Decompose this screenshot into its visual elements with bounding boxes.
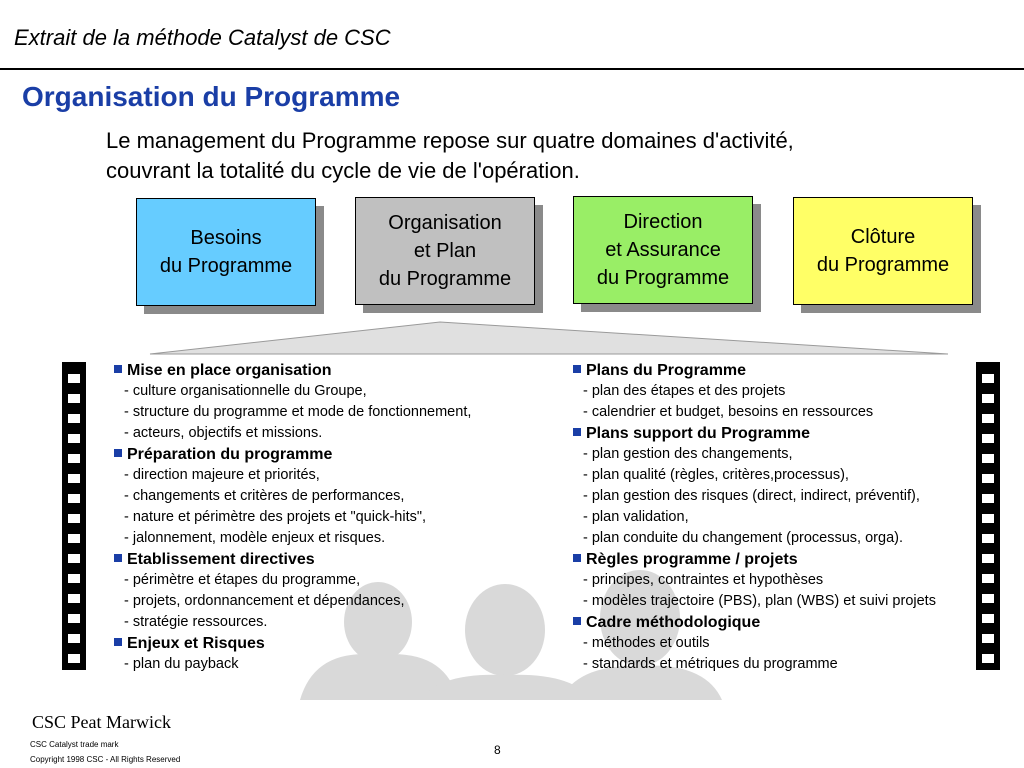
box-line: Besoins: [190, 227, 262, 249]
list-item: - acteurs, objectifs et missions.: [124, 425, 323, 441]
film-hole: [982, 394, 994, 403]
film-hole: [982, 534, 994, 543]
page-title: Organisation du Programme: [22, 81, 401, 112]
film-hole: [982, 374, 994, 383]
film-hole: [68, 434, 80, 443]
list-item: - projets, ordonnancement et dépendances,: [124, 593, 405, 609]
list-item: - plan des étapes et des projets: [583, 383, 786, 399]
page-number: 8: [494, 743, 501, 757]
box-line: du Programme: [159, 255, 293, 277]
bullet-square-icon: [573, 428, 581, 436]
footer-brand: CSC Peat Marwick: [32, 712, 171, 732]
list-heading: Mise en place organisation: [114, 360, 471, 381]
intro-line: couvrant la totalité du cycle de vie de l'opération.: [106, 158, 580, 183]
header-title: Extrait de la méthode Catalyst de CSC: [14, 25, 391, 50]
list-item: - stratégie ressources.: [124, 614, 268, 630]
film-hole: [68, 394, 80, 403]
list-heading: Enjeux et Risques: [114, 633, 471, 654]
film-hole: [982, 434, 994, 443]
film-hole: [68, 614, 80, 623]
film-hole: [68, 494, 80, 503]
list-item: - standards et métriques du programme: [583, 656, 838, 672]
list-item: - plan conduite du changement (processus, orga).: [583, 530, 903, 546]
box-line: Direction: [623, 211, 703, 233]
film-hole: [68, 414, 80, 423]
domain-box-direction: [573, 196, 753, 304]
filmstrip-icon: [976, 362, 1000, 670]
list-heading: Plans du Programme: [573, 360, 936, 381]
bullet-square-icon: [114, 638, 122, 646]
bullet-square-icon: [114, 554, 122, 562]
list-heading: Cadre méthodologique: [573, 612, 936, 633]
domain-box-cloture: [793, 197, 973, 305]
film-hole: [982, 614, 994, 623]
bullet-square-icon: [114, 449, 122, 457]
domain-box-organisation: [355, 197, 535, 305]
list-item: - principes, contraintes et hypothèses: [583, 572, 824, 588]
list-item: - culture organisationnelle du Groupe,: [124, 383, 367, 399]
list-heading: Plans support du Programme: [573, 423, 936, 444]
list-item: - direction majeure et priorités,: [124, 467, 320, 483]
list-item: - jalonnement, modèle enjeux et risques.: [124, 530, 386, 546]
film-hole: [982, 454, 994, 463]
film-hole: [982, 414, 994, 423]
footer-copyright: Copyright 1998 CSC - All Rights Reserved: [30, 755, 181, 764]
list-heading: Etablissement directives: [114, 549, 471, 570]
film-hole: [982, 494, 994, 503]
box-line: et Assurance: [605, 239, 721, 261]
box-line: du Programme: [816, 254, 950, 276]
list-item: - changements et critères de performances,: [124, 488, 405, 504]
bullet-square-icon: [573, 365, 581, 373]
bullet-square-icon: [114, 365, 122, 373]
list-item: - plan validation,: [583, 509, 689, 525]
list-item: - périmètre et étapes du programme,: [124, 572, 361, 588]
left-activity-list: [114, 360, 471, 675]
box-line: du Programme: [596, 267, 730, 289]
film-hole: [68, 514, 80, 523]
film-hole: [68, 594, 80, 603]
filmstrip-icon: [62, 362, 86, 670]
film-hole: [68, 634, 80, 643]
film-hole: [68, 374, 80, 383]
footer-trademark: CSC Catalyst trade mark: [30, 740, 119, 749]
list-item: - modèles trajectoire (PBS), plan (WBS) et suivi projets: [583, 593, 936, 609]
film-hole: [982, 654, 994, 663]
bullet-square-icon: [573, 554, 581, 562]
bullet-square-icon: [573, 617, 581, 625]
list-item: - plan du payback: [124, 656, 239, 672]
list-heading: Règles programme / projets: [573, 549, 936, 570]
film-hole: [68, 654, 80, 663]
list-item: - structure du programme et mode de fonctionnement,: [124, 404, 472, 420]
film-hole: [982, 554, 994, 563]
intro-line: Le management du Programme repose sur quatre domaines d'activité,: [106, 128, 794, 153]
right-activity-list: [573, 360, 936, 675]
film-hole: [982, 634, 994, 643]
list-item: - calendrier et budget, besoins en ressources: [583, 404, 874, 420]
list-heading: Préparation du programme: [114, 444, 471, 465]
list-item: - plan qualité (règles, critères,processus),: [583, 467, 849, 483]
film-hole: [982, 574, 994, 583]
list-item: - plan gestion des changements,: [583, 446, 793, 462]
film-hole: [982, 594, 994, 603]
box-line: du Programme: [378, 268, 512, 290]
film-hole: [982, 514, 994, 523]
film-hole: [68, 554, 80, 563]
box-line: et Plan: [413, 240, 477, 262]
film-hole: [68, 474, 80, 483]
list-item: - méthodes et outils: [583, 635, 710, 651]
list-item: - plan gestion des risques (direct, indirect, préventif),: [583, 488, 920, 504]
film-hole: [68, 534, 80, 543]
film-hole: [68, 454, 80, 463]
film-hole: [982, 474, 994, 483]
list-item: - nature et périmètre des projets et "quick-hits",: [124, 509, 427, 525]
domain-box-besoins: [136, 198, 316, 306]
box-line: Clôture: [850, 226, 916, 248]
film-hole: [68, 574, 80, 583]
box-line: Organisation: [388, 212, 502, 234]
